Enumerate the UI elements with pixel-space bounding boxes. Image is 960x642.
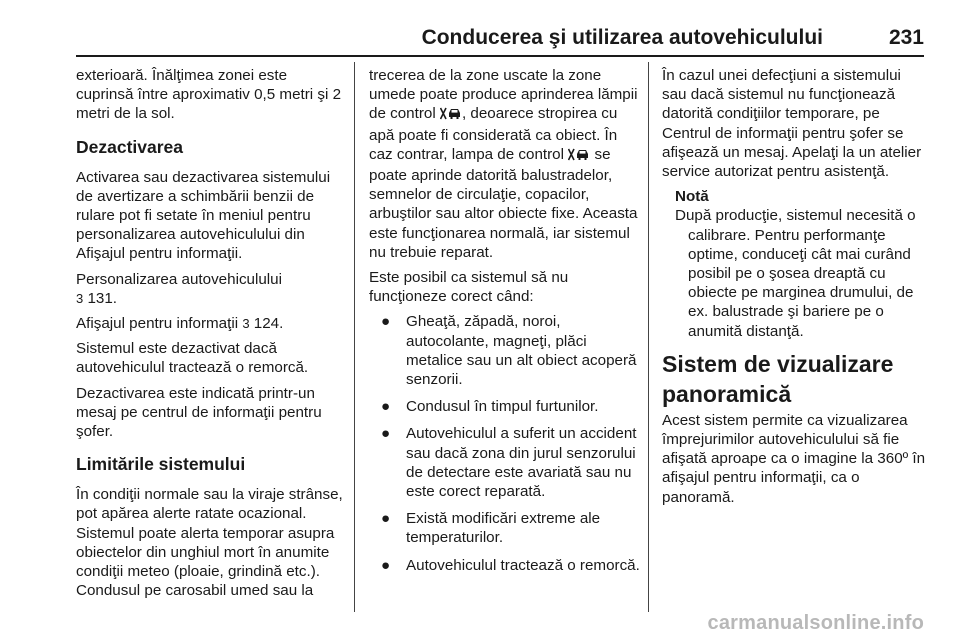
watermark-logo: carmanualsonline.info xyxy=(707,612,924,634)
column-divider-1 xyxy=(354,62,355,612)
list-item-text: Condusul în timpul furtunilor. xyxy=(406,398,599,416)
ref-page: 131. xyxy=(87,289,118,307)
ref-page: 124. xyxy=(253,315,284,333)
note-text: După producţie, sistemul necesită o calibrare. Pentru performanţe optime, conduceţi cât mai curând posibil pe o şosea dreaptă cu obiecte pe marginea drumului, de ex. balustrade şi bariere pe o anumită distanţă. xyxy=(675,207,916,340)
paragraph: Sistemul este dezactivat dacă autovehiculul tractează o remorcă. xyxy=(76,340,309,377)
page-ref-icon: 3 xyxy=(242,316,250,332)
list-item-text: Există modificări extreme ale temperaturilor. xyxy=(406,510,601,547)
page-ref-icon: 3 xyxy=(76,290,84,306)
side-blind-zone-warning-icon xyxy=(440,106,462,125)
paragraph: Acest sistem permite ca vizualizarea împrejurimilor autovehiculului să fie afişată aproape ca o imagine la 360º în afişajul pentru informaţii, ca o panoramă. xyxy=(662,411,926,506)
condition-list xyxy=(381,312,641,574)
column-2 xyxy=(369,66,641,583)
ref-text: Personalizarea autovehiculului xyxy=(76,270,283,288)
side-blind-zone-warning-icon xyxy=(568,147,590,166)
list-item-text: Gheaţă, zăpadă, noroi, autocolante, magneţi, plăci metalice sau un alt obiect acoperă senzorii. xyxy=(406,313,637,389)
page-number: 231 xyxy=(888,26,924,49)
cross-reference[interactable] xyxy=(76,270,346,308)
paragraph xyxy=(369,66,641,262)
cross-reference[interactable] xyxy=(76,314,346,333)
note-box xyxy=(675,187,928,341)
list-item xyxy=(381,397,641,416)
list-item xyxy=(381,424,641,501)
bullet-icon: ● xyxy=(381,510,391,528)
paragraph: Este posibil ca sistemul să nu funcţioneze corect când: xyxy=(369,269,569,306)
running-header: Conducerea şi utilizarea autovehiculului xyxy=(421,26,823,49)
heading-limitations: Limitările sistemului xyxy=(76,454,246,475)
paragraph: În condiţii normale sau la viraje strânse, pot apărea alerte ratate ocazional. Sistemul poate alerta temporar asupra obiectelor din unghiul mort în anumite condiţii meteo (ploaie, grindină etc.). Condusul pe carosabil umed sau la xyxy=(76,486,343,600)
list-item-text: Autovehiculul a suferit un accident sau dacă zona din jurul senzorului de detectare este avariată sau nu este corect reparată. xyxy=(406,425,637,501)
bullet-icon: ● xyxy=(381,398,391,416)
list-item-text: Autovehiculul tractează o remorcă. xyxy=(406,556,640,574)
heading-surround-view: Sistem de vizualizare panoramică xyxy=(662,350,894,407)
paragraph: exterioară. Înălţimea zonei este cuprinsă între aproximativ 0,5 metri şi 2 metri de la sol. xyxy=(76,67,342,123)
text-segment: , deoarece stropirea cu apă poate fi considerată ca obiect. În caz contrar, lampa de control xyxy=(369,105,618,163)
list-item xyxy=(381,509,641,547)
column-divider-2 xyxy=(648,62,649,612)
header-rule xyxy=(76,55,924,57)
bullet-icon: ● xyxy=(381,425,391,443)
column-1 xyxy=(76,66,346,606)
paragraph: Dezactivarea este indicată printr-un mesaj pe centrul de informaţii pentru şofer. xyxy=(76,384,322,441)
note-title: Notă xyxy=(675,188,709,206)
ref-text: Afişajul pentru informaţii xyxy=(76,315,239,333)
text-segment: se poate aprinde datorită balustradelor, semnelor de circulaţie, copacilor, arbuştilor sau altor obiecte fixe. Aceasta este funcţionarea normală, iar sistemul nu trebuie reparat. xyxy=(369,145,638,261)
heading-deactivation: Dezactivarea xyxy=(76,136,184,157)
paragraph: Activarea sau dezactivarea sistemului de avertizare a schimbării benzii de rulare pot fi setate în meniul pentru personalizarea autovehiculului din Afişajul pentru informaţii. xyxy=(76,168,331,263)
column-3 xyxy=(662,66,928,513)
list-item xyxy=(381,312,641,389)
bullet-icon: ● xyxy=(381,313,391,331)
bullet-icon: ● xyxy=(381,556,391,574)
text-segment: trecerea de la zone uscate la zone umede poate produce aprinderea lămpii de control xyxy=(369,67,638,123)
paragraph: În cazul unei defecţiuni a sistemului sau dacă sistemul nu funcţionează datorită condiţiilor temporare, pe Centrul de informaţii pentru şofer se afişează un mesaj. Apelaţi la un atelier service autorizat pentru asistenţă. xyxy=(662,67,922,181)
list-item xyxy=(381,556,641,575)
